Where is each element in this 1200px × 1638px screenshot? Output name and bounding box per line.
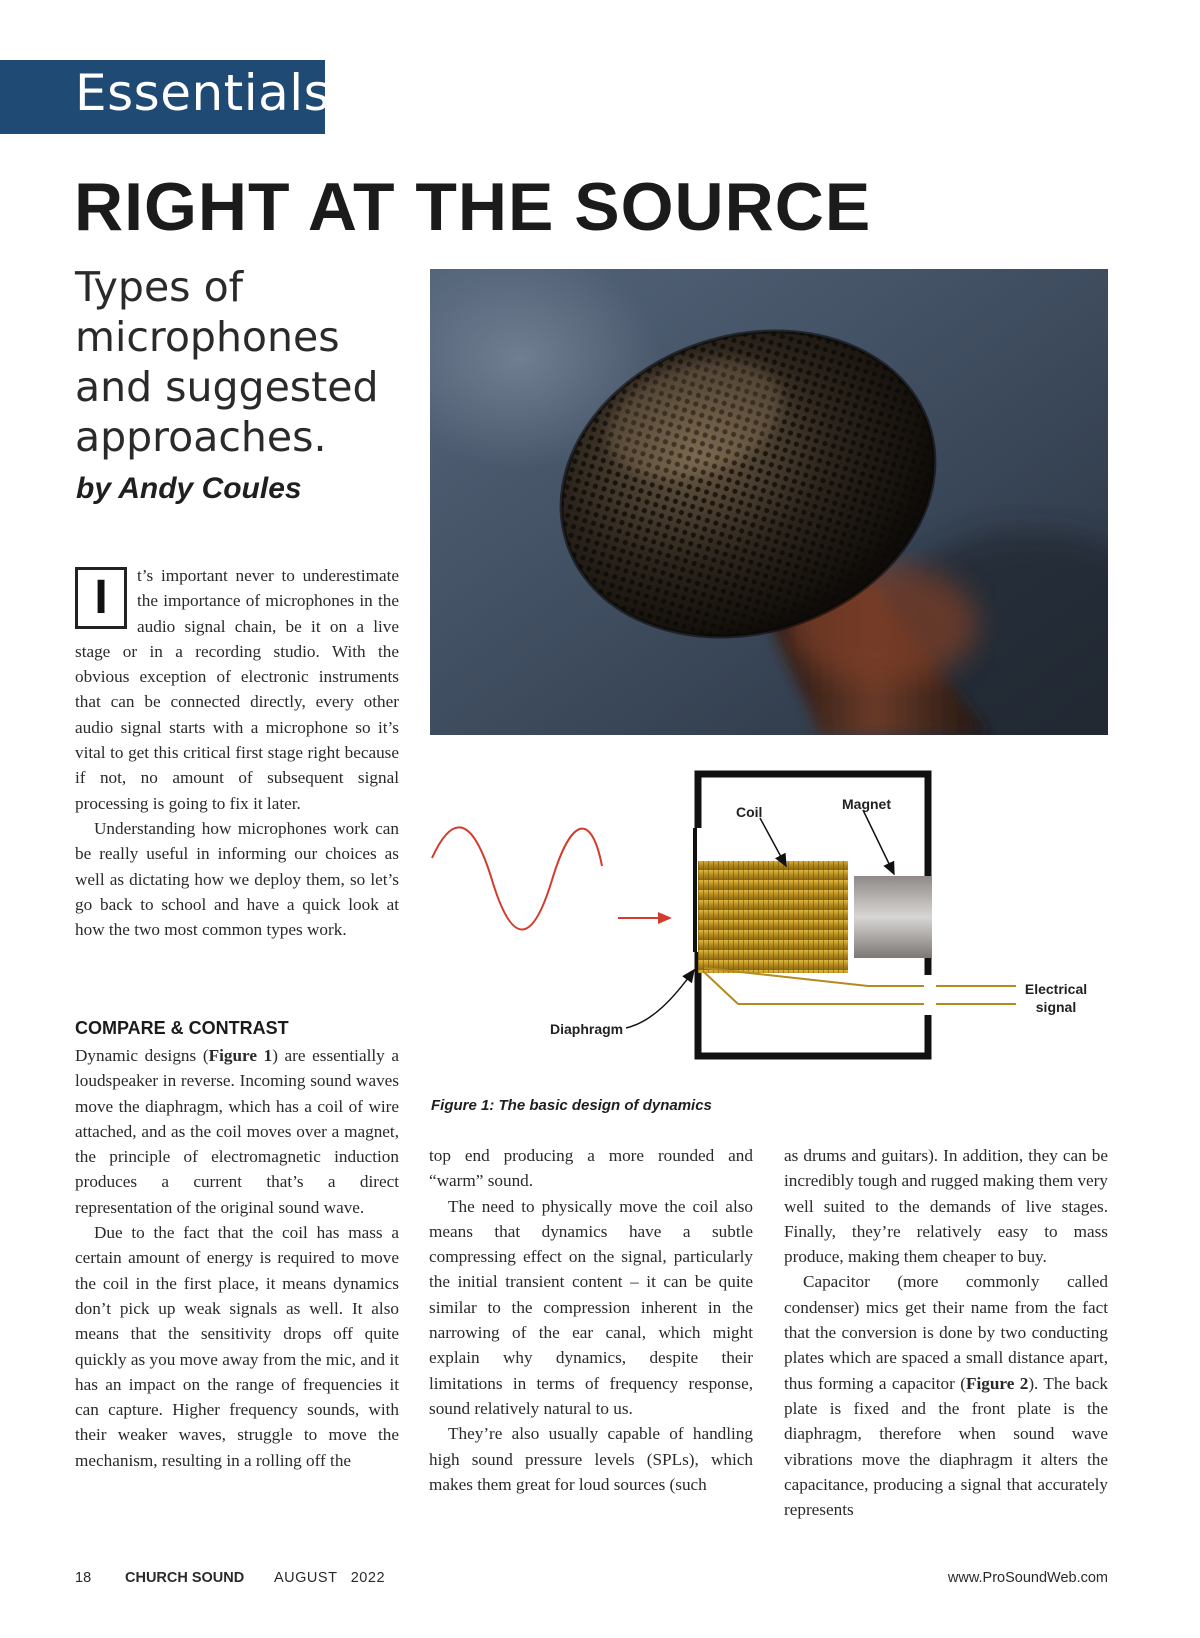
paragraph: t’s important never to underestimate the importance of microphones in the audio signal chain, be it on a live stage or in a recording studio. With the obvious exception of electronic instruments that can be connected directly, every other audio signal starts with a microphone so it’s vital to get this critical first stage right because if not, no amount of subsequent signal processing is going to fix it later. <box>75 566 399 813</box>
microphone-photo <box>430 269 1108 735</box>
signal-label-line2: signal <box>1035 999 1077 1015</box>
byline: by Andy Coules <box>76 472 302 505</box>
article-column-1-top <box>75 563 399 942</box>
publication-name: CHURCH SOUND <box>125 1570 245 1586</box>
issue-date: AUGUST 2022 <box>274 1570 386 1586</box>
article-column-2 <box>429 1143 753 1497</box>
drop-cap: I <box>75 567 127 629</box>
coil-label: Coil <box>736 804 763 820</box>
signal-label-line1: Electrical <box>1024 981 1088 997</box>
headline: RIGHT AT THE SOURCE <box>74 169 872 245</box>
section-tab <box>0 60 331 134</box>
figure-ref: Figure 2 <box>965 1373 1029 1393</box>
figure-ref: Figure 1 <box>208 1046 273 1065</box>
page-number: 18 <box>75 1570 92 1586</box>
dynamic-mic-diagram <box>428 770 1108 1075</box>
paragraph: Capacitor (more commonly called condenser) mics get their name from the fact that the conversion is done by two conducting plates which are spaced a small distance apart, thus forming a capacitor (Figure 2). The back plate is fixed and the front plate is the diaphragm, therefore when sound wave vibrations move the diaphragm it alters the capacitance, producing a signal that accurately represents <box>784 1272 1108 1520</box>
article-column-3 <box>784 1143 1108 1522</box>
figure-caption: Figure 1: The basic design of dynamics <box>431 1097 712 1114</box>
website-url: www.ProSoundWeb.com <box>947 1570 1108 1586</box>
subhead: COMPARE & CONTRAST <box>75 1018 289 1038</box>
paragraph: top end producing a more rounded and “warm” sound. <box>429 1146 753 1191</box>
paragraph: The need to physically move the coil also means that dynamics have a subtle compressing effect on the signal, particularly the initial transient content – it can be quite similar to the compression inherent in the narrowing of the ear canal, which might explain why dynamics, despite their limitations in terms of frequency response, sound relatively natural to us. <box>429 1196 753 1418</box>
paragraph: Dynamic designs (Figure 1) are essentially a loudspeaker in reverse. Incoming sound waves move the diaphragm, which has a coil of wire attached, and as the coil moves over a magnet, the principle of electromagnetic induction produces a current that’s a direct representation of the original sound wave. <box>75 1046 399 1217</box>
section-label: Essentials <box>75 64 331 122</box>
diaphragm-label: Diaphragm <box>550 1021 624 1037</box>
deck: Types of microphones and suggested approaches. <box>75 263 379 461</box>
paragraph: as drums and guitars). In addition, they can be incredibly tough and rugged making them very well suited to the demands of live stages. Finally, they’re relatively easy to mass produce, making them cheaper to buy. <box>784 1146 1108 1267</box>
paragraph: They’re also usually capable of handling high sound pressure levels (SPLs), which makes them great for loud sources (such <box>429 1424 753 1494</box>
magnet-label: Magnet <box>842 796 891 812</box>
paragraph: Understanding how microphones work can be really useful in informing our choices as well as dictating how we deploy them, so let’s go back to school and have a quick look at how the two most common types work. <box>75 818 399 940</box>
article-column-1-bottom <box>75 1016 399 1473</box>
paragraph: Due to the fact that the coil has mass a certain amount of energy is required to move the coil in the first place, it means dynamics don’t pick up weak signals as well. It also means that the sensitivity drops off quite quickly as you move away from the mic, and it has an impact on the range of frequencies it can capture. Higher frequency sounds, with their weaker waves, struggle to move the mechanism, resulting in a rolling off the <box>75 1223 399 1470</box>
